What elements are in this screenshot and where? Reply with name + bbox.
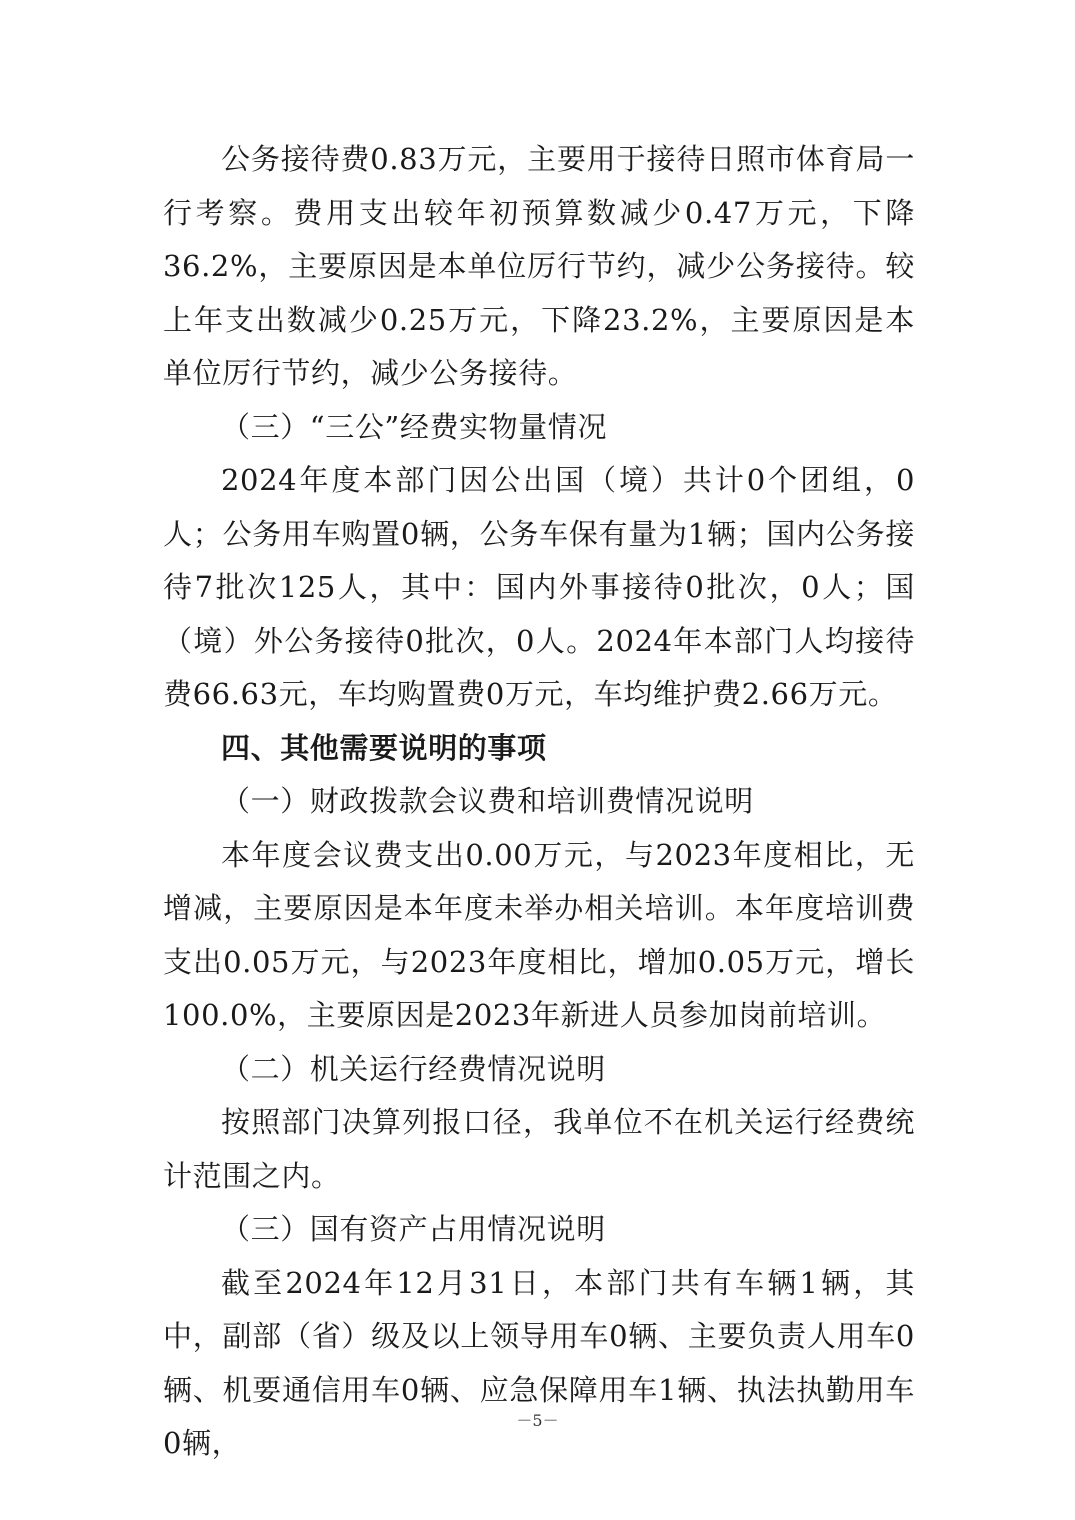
document-body — [163, 133, 915, 1471]
paragraph-meeting-training: 本年度会议费支出0.00万元，与2023年度相比，无增减，主要原因是本年度未举办相关培训。本年度培训费支出0.05万元，与2023年度相比，增加0.05万元，增长100.0%，主要原因是2023年新进人员参加岗前培训。 — [163, 837, 915, 1032]
paragraph-reception-expenses: 公务接待费0.83万元，主要用于接待日照市体育局一行考察。费用支出较年初预算数减少0.47万元，下降36.2%，主要原因是本单位厉行节约，减少公务接待。较上年支出数减少0.25万元，下降23.2%，主要原因是本单位厉行节约，减少公务接待。 — [163, 142, 915, 390]
paragraph-state-assets: 截至2024年12月31日，本部门共有车辆1辆，其中，副部（省）级及以上领导用车0辆、主要负责人用车0辆、机要通信用车0辆、应急保障用车1辆、执法执勤用车0辆， — [163, 1265, 915, 1460]
section-heading-state-assets: （三）国有资产占用情况说明 — [221, 1212, 606, 1246]
paragraph-operating-expenses: 按照部门决算列报口径，我单位不在机关运行经费统计范围之内。 — [163, 1105, 915, 1193]
section-heading-other-matters: 四、其他需要说明的事项 — [221, 730, 547, 765]
section-heading-meeting-training: （一）财政拨款会议费和培训费情况说明 — [221, 784, 754, 818]
section-heading-operating-expenses: （二）机关运行经费情况说明 — [221, 1051, 606, 1086]
section-heading-three-public-quantity: （三）“三公”经费实物量情况 — [221, 409, 608, 444]
page-number: －5－ — [516, 1411, 559, 1430]
paragraph-three-public-quantity: 2024年度本部门因公出国（境）共计0个团组，0人；公务用车购置0辆，公务车保有量为1辆；国内公务接待7批次125人，其中：国内外事接待0批次，0人；国（境）外公务接待0批次，0人。2024年本部门人均接待费66.63元，车均购置费0万元，车均维护费2.66万元。 — [163, 463, 915, 711]
